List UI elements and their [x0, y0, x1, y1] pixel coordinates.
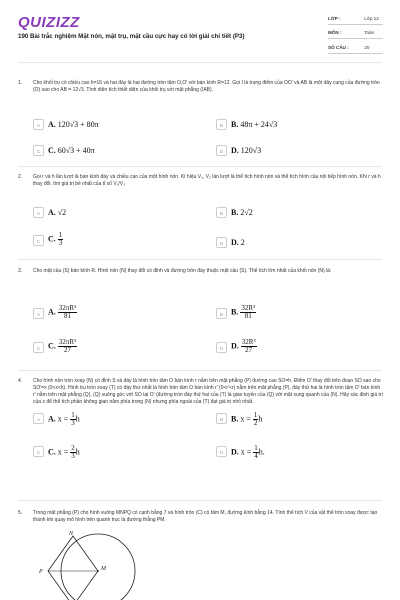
option-c[interactable]: C C. $\frac{\text{32πR³}}{27}$	[33, 338, 209, 352]
option-c[interactable]: C C. $\frac{1}{3}$	[33, 234, 209, 248]
option-a[interactable]: A A. $\frac{\text{32πR³}}{81}$	[33, 304, 209, 318]
question-text: Cho hình nón tròn xoay (N) có đỉnh S và đáy là hình tròn tâm O bán kính r nằm trên mặt phẳng (P) đường cao SO=h. Điểm O' thay đổi trên đoạn SO sao cho SO'=x (0<x<h). Hình trụ tròn xoay (T) có đáy thứ nhất là hình tròn tâm O bán kính r' (0<r'<r) nằm trên mặt phẳng (P), đáy thứ hai là hình tròn tâm O' bán kính r' nằm trên mặt phẳng (Q), (Q) vuông góc với SO tại O' (đường tròn đáy thứ hai của (T) là giao tuyến của (Q) với mặt xung quanh của (N). Hãy xác định giá trị của x để thể tích phần không gian nằm phía trong (N) nhưng phía ngoài của (T) đạt giá trị nhỏ nhất.	[33, 378, 383, 405]
point-m	[97, 570, 99, 572]
class-value: Lớp 12	[364, 16, 379, 21]
question-divider	[18, 166, 382, 167]
count-field	[328, 45, 369, 50]
question-text: Cho khối trụ có chiều cao h=16 và hai đáy là hai đường tròn tâm O,O' với bán kính R=12. Gọi I là trung điểm của OO' và AB là một dây cung của đường tròn (O) sao cho AB = 12√3. Tính diện tích thiết diện của khối trụ với mặt phẳng (IAB).	[33, 80, 380, 93]
option-a[interactable]: A A. √2	[33, 206, 209, 220]
option-badge: B	[216, 119, 227, 130]
worksheet-header	[0, 0, 400, 60]
option-c[interactable]: C C. x = $\frac{2}{3}$ h	[33, 444, 209, 458]
option-badge: C	[33, 235, 44, 246]
question-divider	[18, 370, 382, 371]
question-text: Gọi r và h lần lượt là bán kính đáy và chiều cao của một hình nón. Kí hiệu V₁, V₂ lần lượt là thể tích hình nón và thể tích hình cầu nội tiếp hình nón. Khi r và h thay đổi, tìm giá trị bé nhất của tỉ số V₁/V₂	[33, 174, 381, 187]
count-value: 20	[364, 45, 370, 50]
option-badge: B	[216, 308, 227, 319]
square-circle-figure	[30, 528, 140, 600]
subject-label: MÔN :	[328, 30, 342, 35]
option-badge: D	[216, 145, 227, 156]
option-a[interactable]: A A. x = $\frac{1}{3}$ h	[33, 411, 209, 425]
subject-value: Toán	[364, 30, 375, 35]
question-divider	[18, 500, 382, 501]
option-badge: C	[33, 145, 44, 156]
question-number: 5.	[18, 510, 23, 516]
option-badge: C	[33, 446, 44, 457]
option-badge: A	[33, 413, 44, 424]
class-field	[328, 16, 379, 21]
label-m: M	[101, 566, 106, 572]
option-b[interactable]: B B. $\frac{\text{32R³}}{81}$	[216, 304, 392, 318]
option-badge: D	[216, 237, 227, 248]
option-badge: B	[216, 207, 227, 218]
option-c[interactable]: C C. 60√3 + 40π	[33, 144, 209, 158]
option-badge: B	[216, 413, 227, 424]
option-b[interactable]: B B. 48π + 24√3	[216, 118, 392, 132]
count-label: SỐ CÂU :	[328, 45, 349, 50]
label-n: N	[69, 531, 74, 537]
circle-c	[61, 534, 135, 600]
option-d[interactable]: D D. $\frac{\text{32R³}}{27}$	[216, 338, 392, 352]
question-divider	[18, 259, 382, 260]
question-number: 1.	[18, 80, 23, 86]
question-text: Cho mặt cầu (S) bán kính R. Hình nón (N) thay đổi có đỉnh và đường tròn đáy thuộc mặt cầu (S). Thể tích lớn nhất của khối nón (N) là:	[33, 268, 332, 274]
option-badge: D	[216, 446, 227, 457]
option-d[interactable]: D D. x = $\frac{1}{4}$ h.	[216, 444, 392, 458]
option-b[interactable]: B B. 2√2	[216, 206, 392, 220]
subject-field	[328, 30, 374, 35]
square-mnpq	[48, 536, 98, 600]
option-badge: A	[33, 119, 44, 130]
class-label: LỚP :	[328, 16, 341, 21]
option-badge: C	[33, 342, 44, 353]
question-number: 3.	[18, 268, 23, 274]
option-a[interactable]: A A. 120√3 + 80π	[33, 118, 209, 132]
option-d[interactable]: D D. 120√3	[216, 144, 392, 158]
option-d[interactable]: D D. 2	[216, 236, 392, 250]
question-number: 2.	[18, 174, 23, 180]
question-text: Trong mặt phẳng (P) cho hình vuông MNPQ có cạnh bằng 7 và hình tròn (C) có tâm M, đường kính bằng 14. Tính thể tích V của vật thể tròn xoay được tạo thành khi quay mô hình trên quanh trục là đường thẳng PM.	[33, 510, 378, 523]
option-badge: A	[33, 207, 44, 218]
option-b[interactable]: B B. x = $\frac{1}{2}$ h	[216, 411, 392, 425]
question-number: 4.	[18, 378, 23, 384]
header-divider	[18, 62, 382, 63]
quizizz-logo: QUIZIZZ	[18, 14, 80, 31]
option-badge: A	[33, 308, 44, 319]
option-badge: D	[216, 342, 227, 353]
label-p: P	[39, 569, 43, 575]
worksheet-title: 190 Bài trắc nghiệm Mặt nón, mặt trụ, mặt cầu cực hay có lời giải chi tiết (P3)	[18, 33, 245, 40]
